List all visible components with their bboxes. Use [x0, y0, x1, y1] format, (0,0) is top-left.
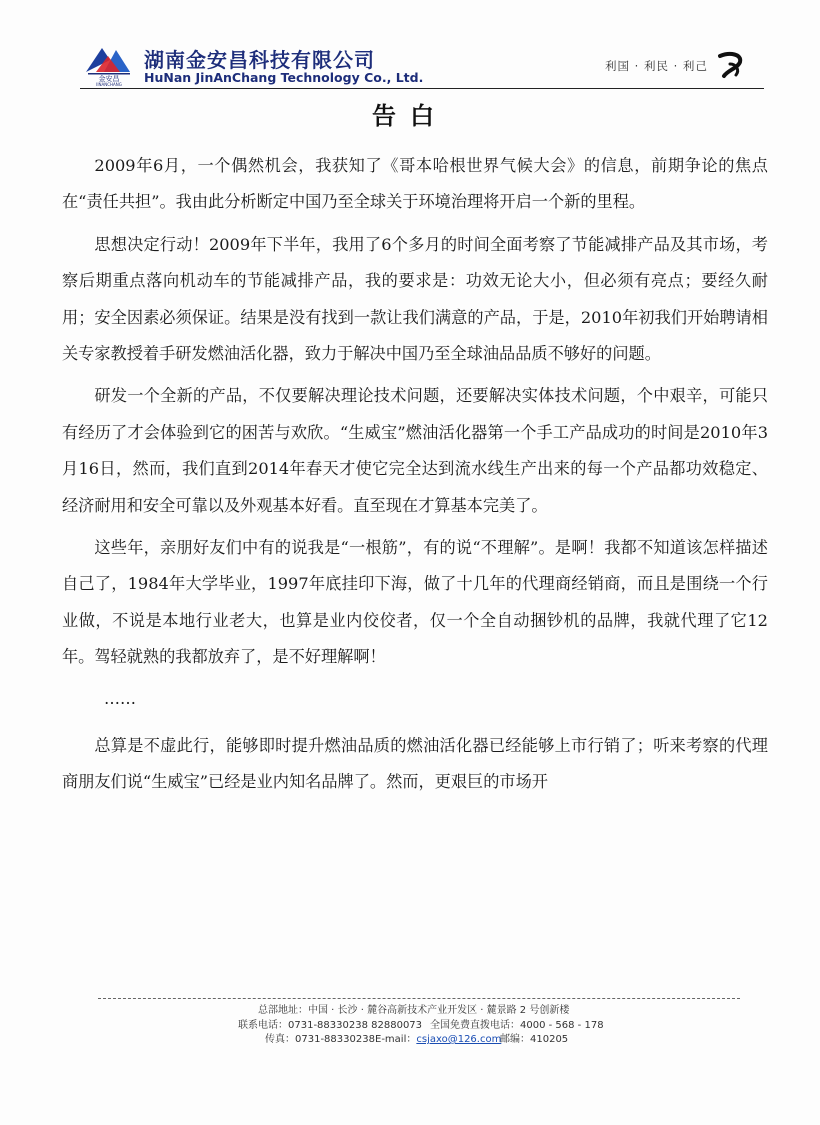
paragraph-4: 这些年，亲朋好友们中有的说我是“一根筋”，有的说“不理解”。是啊！我都不知道该怎样描述自己了，1984年大学毕业，1997年底挂印下海，做了十几年的代理商经销商，而且是围绕一个行业做，不说是本地行业老大，也算是业内佼佼者，仅一个全自动捆钞机的品牌，我就代理了它12年。驾轻就熟的我都放弃了，是不好理解啊！: [62, 538, 768, 667]
footer-fax: 传真：0731-88330238: [265, 1034, 375, 1045]
letterhead: [80, 38, 770, 88]
company-name-cn: 湖南金安昌科技有限公司: [144, 48, 375, 72]
footer-address: 总部地址：中国 · 长沙 · 麓谷高新技术产业开发区 · 麓景路 2 号创新楼: [258, 1005, 570, 1016]
ellipsis: ……: [104, 688, 136, 708]
paragraph-1: 2009年6月，一个偶然机会，我获知了《哥本哈根世界气候大会》的信息，前期争论的焦点在“责任共担”。我由此分析断定中国乃至全球关于环境治理将开启一个新的里程。: [62, 156, 768, 212]
company-name-en: HuNan JinAnChang Technology Co., Ltd.: [144, 70, 424, 85]
logo-text: 金安昌: [98, 75, 120, 83]
footer-email-label: E-mail：: [375, 1034, 417, 1045]
footer-divider: [98, 998, 740, 999]
footer-postcode: 邮编：410205: [500, 1034, 569, 1045]
footer-hotline: 全国免费直拨电话：4000 - 568 - 178: [430, 1020, 604, 1031]
paragraph-3: 研发一个全新的产品，不仅要解决理论技术问题，还要解决实体技术问题，个中艰辛，可能只有经历了才会体验到它的困苦与欢欣。“生威宝”燃油活化器第一个手工产品成功的时间是2010年3月16日，然而，我们直到2014年春天才使它完全达到流水线生产出来的每一个产品都功效稳定、经济耐用和安全可靠以及外观基本好看。直至现在才算基本完美了。: [62, 386, 768, 515]
header-divider: [80, 88, 764, 89]
company-logo-icon: [80, 42, 138, 86]
footer-email-link[interactable]: csjaxo@126.com: [416, 1034, 502, 1045]
logo-subtext: JINANCHANG: [96, 82, 122, 86]
footer-email-block: [375, 1033, 501, 1047]
paragraph-2: 思想决定行动！2009年下半年，我用了6个多月的时间全面考察了节能减排产品及其市场，考察后期重点落向机动车的节能减排产品，我的要求是：功效无论大小，但必须有亮点；要经久耐用；安全因素必须保证。结果是没有找到一款让我们满意的产品，于是，2010年初我们开始聘请相关专家教授着手研发燃油活化器，致力于解决中国乃至全球油品品质不够好的问题。: [62, 234, 768, 364]
page-title: 告白: [372, 102, 448, 130]
letter-body: [62, 148, 768, 807]
slogan-mark-icon: [716, 48, 748, 80]
footer-phone: 联系电话：0731-88330238 82880073: [238, 1020, 423, 1031]
paragraph-5: 总算是不虚此行，能够即时提升燃油品质的燃油活化器已经能够上市行销了；听来考察的代理商朋友们说“生威宝”已经是业内知名品牌了。然而，更艰巨的市场开: [62, 735, 768, 792]
slogan: 利国 · 利民 · 利己: [605, 59, 708, 73]
